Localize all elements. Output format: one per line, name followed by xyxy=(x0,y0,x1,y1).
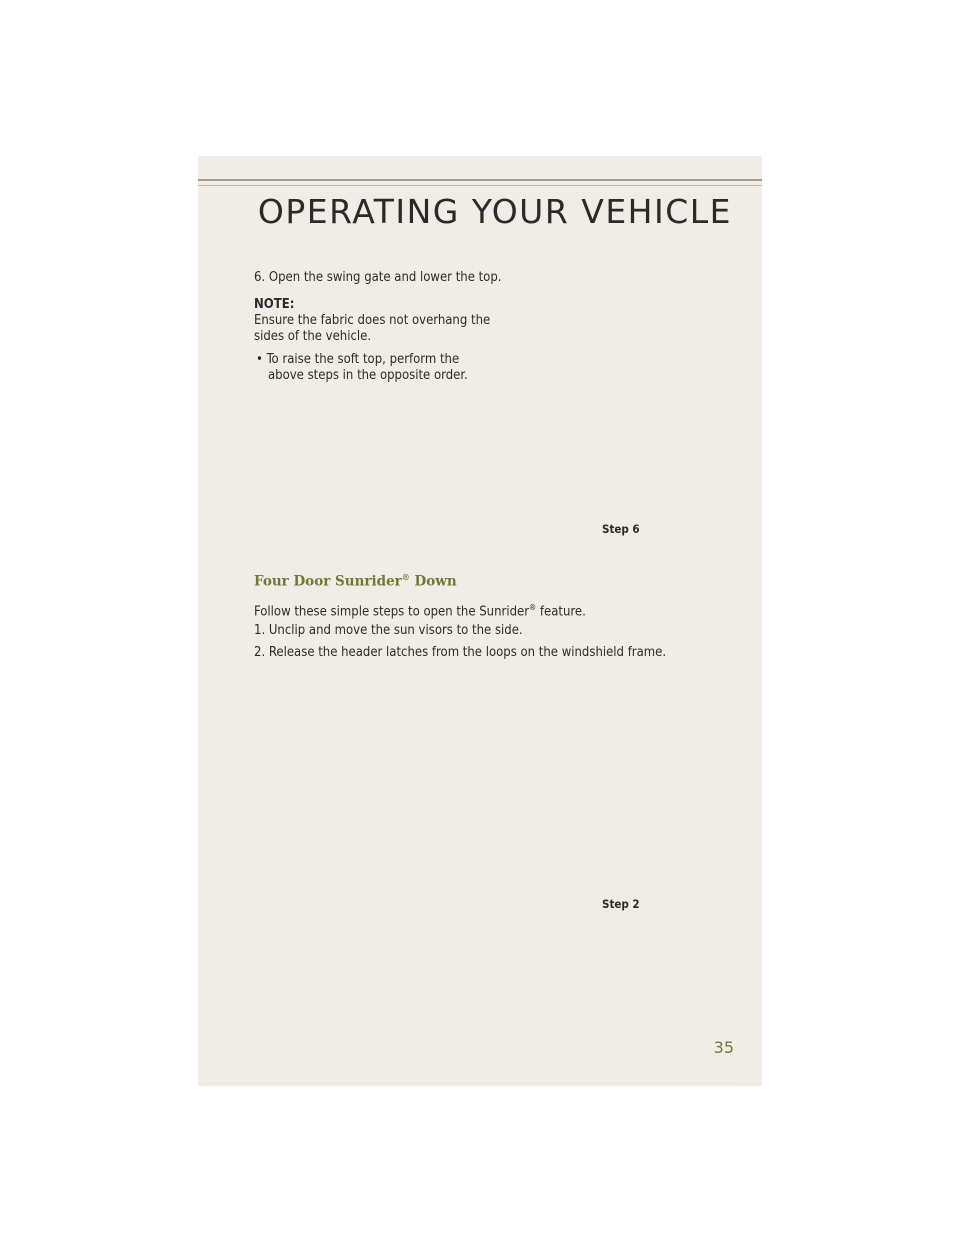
note-label: NOTE: xyxy=(254,297,295,312)
note-line-2: sides of the vehicle. xyxy=(254,329,372,344)
header-rule-thin xyxy=(198,185,762,186)
section-heading xyxy=(254,572,457,590)
heading-main: Four Door Sunrider xyxy=(254,573,402,590)
bullet-line-1: • To raise the soft top, perform the xyxy=(256,352,460,367)
bullet-line-2: above steps in the opposite order. xyxy=(268,368,468,383)
intro-post: feature. xyxy=(536,604,586,620)
figure-caption-step-6: Step 6 xyxy=(602,522,640,536)
intro-text xyxy=(254,600,586,620)
page-number: 35 xyxy=(713,1038,734,1057)
intro-pre: Follow these simple steps to open the Sunrider xyxy=(254,604,529,620)
heading-tail: Down xyxy=(409,573,457,590)
figure-caption-step-2: Step 2 xyxy=(602,897,640,911)
intro-registered-mark: ® xyxy=(529,603,537,612)
step-1-text: 1. Unclip and move the sun visors to the side. xyxy=(254,623,523,638)
step-2-text: 2. Release the header latches from the loops on the windshield frame. xyxy=(254,645,667,660)
heading-registered-mark: ® xyxy=(401,572,410,582)
step-6-text: 6. Open the swing gate and lower the top. xyxy=(254,270,502,285)
manual-page xyxy=(198,156,762,1086)
section-title: OPERATING YOUR VEHICLE xyxy=(257,192,732,231)
header-rule xyxy=(198,179,762,181)
note-line-1: Ensure the fabric does not overhang the xyxy=(254,313,491,328)
